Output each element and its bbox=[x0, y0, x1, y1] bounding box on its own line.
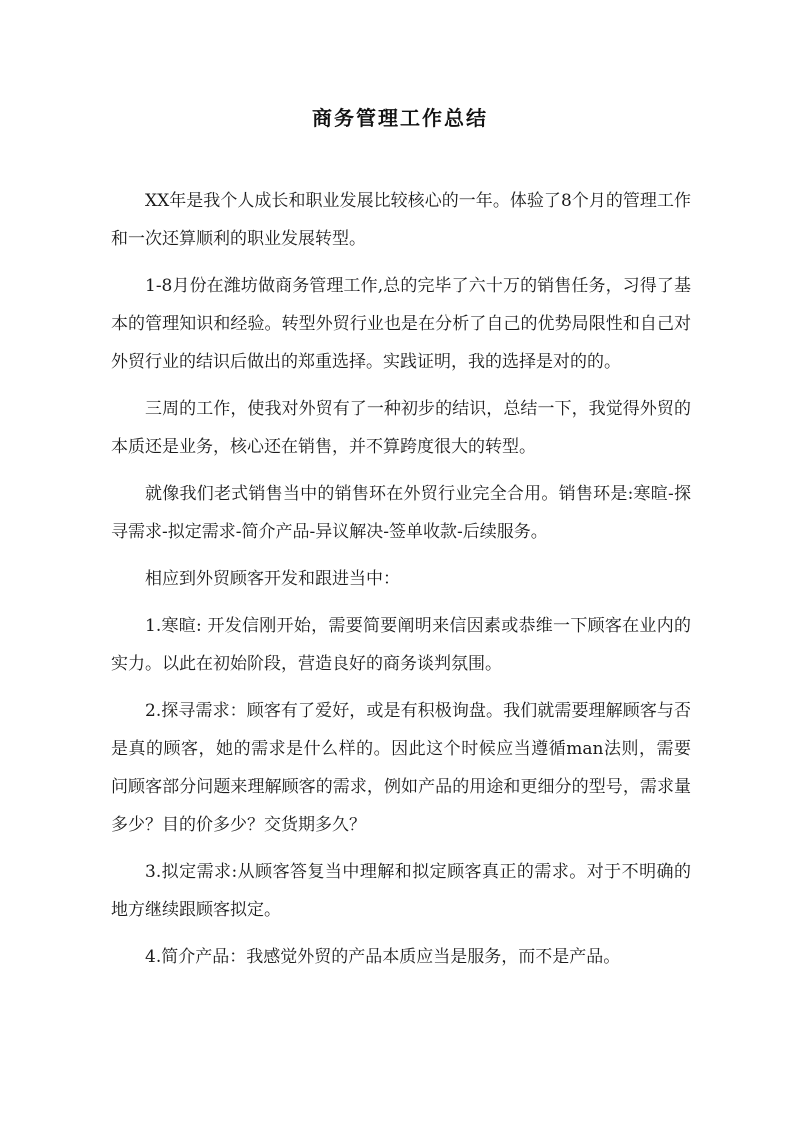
list-item-greeting: 1.寒暄: 开发信刚开始，需要简要阐明来信因素或恭维一下顾客在业内的实力。以此在初始阶段，营造良好的商务谈判氛围。 bbox=[111, 616, 691, 674]
document-body bbox=[111, 182, 691, 985]
paragraph-three-weeks: 三周的工作，使我对外贸有了一种初步的结识，总结一下，我觉得外贸的本质还是业务，核心还在销售，并不算跨度很大的转型。 bbox=[111, 399, 691, 457]
paragraph-first-eight-months: 1-8月份在潍坊做商务管理工作,总的完毕了六十万的销售任务，习得了基本的管理知识和经验。转型外贸行业也是在分析了自己的优势局限性和自己对外贸行业的结识后做出的郑重选择。实践证明，我的选择是对的的。 bbox=[111, 276, 691, 372]
list-item-explore-needs: 2.探寻需求：顾客有了爱好，或是有积极询盘。我们就需要理解顾客与否是真的顾客，她的需求是什么样的。因此这个时候应当遵循man法则，需要问顾客部分问题来理解顾客的需求，例如产品的用途和更细分的型号，需求量多少？目的价多少？交货期多久？ bbox=[111, 701, 691, 835]
list-item-introduce-product: 4.简介产品：我感觉外贸的产品本质应当是服务，而不是产品。 bbox=[145, 947, 621, 967]
page-title: 商务管理工作总结 bbox=[312, 106, 488, 130]
paragraph-correspondence-heading: 相应到外贸顾客开发和跟进当中： bbox=[145, 569, 400, 589]
paragraph-sales-cycle: 就像我们老式销售当中的销售环在外贸行业完全合用。销售环是:寒暄-探寻需求-拟定需求-简介产品-异议解决-签单收款-后续服务。 bbox=[111, 484, 691, 542]
paragraph-intro: XX年是我个人成长和职业发展比较核心的一年。体验了8个月的管理工作和一次还算顺利的职业发展转型。 bbox=[111, 191, 691, 249]
list-item-confirm-needs: 3.拟定需求:从顾客答复当中理解和拟定顾客真正的需求。对于不明确的地方继续跟顾客拟定。 bbox=[111, 862, 691, 920]
